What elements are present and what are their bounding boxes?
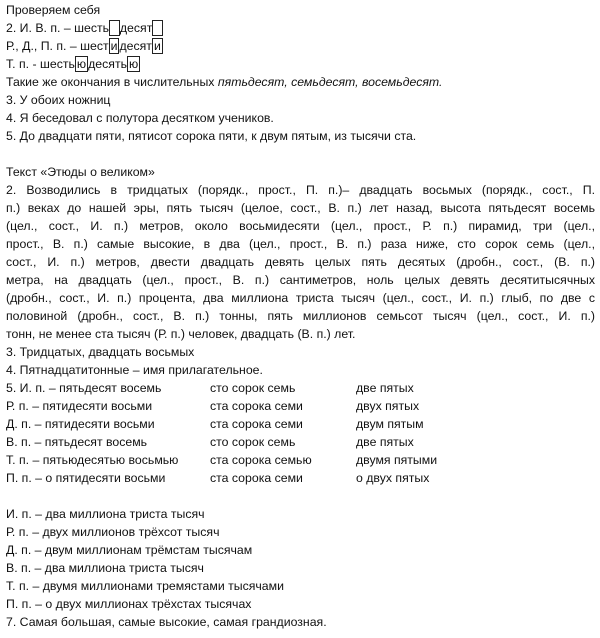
line-text: десять	[88, 57, 127, 71]
table-cell: двух пятых	[356, 399, 420, 413]
answer-line-2	[6, 20, 163, 37]
table-cell: две пятых	[356, 381, 414, 395]
table-cell: ста сорока семи	[210, 399, 303, 413]
note-text: Такие же окончания в числительных	[6, 75, 218, 89]
table-cell: Д. п. – пятидесяти восьми	[6, 417, 155, 431]
paragraph-line: 2. Возводились в тридцатых (порядк., прост., П. п.)– двадцать восьмых (порядк., сост., П.	[6, 183, 595, 197]
paragraph-line: сост., И. п.) метров, двести двадцать девять целых пять десятых (дробн., сост., (В. п.)	[6, 255, 595, 269]
paragraph-line: прост., В. п.) самые высокие, в два (цел., прост., В. п.) раза ниже, сто сорок семь (цел.,	[6, 237, 595, 251]
ending-box: ю	[76, 57, 87, 71]
table-cell: двум пятым	[356, 417, 424, 431]
answer-line-7: 7. Самая большая, самые высокие, самая грандиозная.	[6, 615, 327, 629]
answer-line-tp	[6, 56, 140, 73]
table-cell: Т. п. – пятьюдесятью восьмью	[6, 453, 179, 467]
ending-box: ю	[129, 57, 139, 71]
table-cell: В. п. – пятьдесят восемь	[6, 435, 148, 449]
answer-line-rdp	[6, 38, 163, 55]
table-cell: ста сорока семи	[210, 417, 303, 431]
paragraph-line: (дробн., сост., И. п.) процента, два миллиона триста тысяч (цел., сост., И. п.) глыб, по две с	[6, 291, 595, 305]
answer-line-3: 3. У обоих ножниц	[6, 93, 111, 107]
section-heading-etudes: Текст «Этюды о великом»	[6, 165, 155, 179]
table-cell: сто сорок семь	[210, 435, 296, 449]
paragraph-line: половиной (дробн., сост., В. п.) тонны, пять миллионов семьсот тысяч (цел., сост., И. п.)	[6, 309, 595, 323]
answer-line-5: 5. До двадцати пяти, пятисот сорока пяти, к двум пятым, из тысячи ста.	[6, 129, 417, 143]
note-line	[6, 74, 442, 91]
million-row: Т. п. – двумя миллионами тремястами тысячами	[6, 579, 284, 593]
table-cell: сто сорок семь	[210, 381, 296, 395]
line-text: десят	[119, 39, 152, 53]
paragraph-line-last: тонн, не менее ста тысяч (Р. п.) человек, двадцать (В. п.) лет.	[6, 327, 356, 341]
section-heading-check: Проверяем себя	[6, 3, 101, 17]
answer-line-4: 4. Я беседовал с полутора десятком учеников.	[6, 111, 274, 125]
million-row: П. п. – о двух миллионах трёхстах тысячах	[6, 597, 252, 611]
paragraph-line: метра, на двадцать (цел., прост., В. п.) сантиметров, ноль целых девять десятитысячных	[6, 273, 595, 287]
million-row: И. п. – два миллиона триста тысяч	[6, 507, 205, 521]
million-row: В. п. – два миллиона триста тысяч	[6, 561, 204, 575]
line-text: десят	[119, 21, 153, 35]
ending-box: и	[153, 39, 161, 53]
million-row: Р. п. – двух миллионов трёхсот тысяч	[6, 525, 220, 539]
million-row: Д. п. – двум миллионам трёмстам тысячам	[6, 543, 253, 557]
table-cell: Р. п. – пятидесяти восьми	[6, 399, 153, 413]
line-text: 2. И. В. п. – шесть	[6, 21, 110, 35]
table-cell: ста сорока семи	[210, 471, 303, 485]
answer-line-3-etudes: 3. Тридцатых, двадцать восьмых	[6, 345, 195, 359]
table-cell: двумя пятыми	[356, 453, 438, 467]
ending-box: и	[110, 39, 118, 53]
table-cell: две пятых	[356, 435, 414, 449]
line-text: Т. п. - шесть	[6, 57, 75, 71]
ending-box	[152, 20, 163, 36]
table-cell: П. п. – о пятидесяти восьми	[6, 471, 166, 485]
table-cell: о двух пятых	[356, 471, 430, 485]
answer-line-4-etudes: 4. Пятнадцатитонные – имя прилагательное.	[6, 363, 263, 377]
paragraph-line: п.) веках до нашей эры, пять тысяч (целое, сост., В. п.) лет назад, высота пятьдесят восемь	[6, 201, 595, 215]
ending-box	[109, 20, 120, 36]
table-cell: ста сорока семью	[210, 453, 312, 467]
paragraph-line: (цел., сост., И. п.) метров, около восьмидесяти (цел., прост., Р. п.) пирамид, три (цел.,	[6, 219, 595, 233]
line-text: Р., Д., П. п. – шест	[6, 39, 109, 53]
table-cell: 5. И. п. – пятьдесят восемь	[6, 381, 162, 395]
note-examples: пятьдесят, семьдесят, восемьдесят.	[217, 75, 443, 89]
